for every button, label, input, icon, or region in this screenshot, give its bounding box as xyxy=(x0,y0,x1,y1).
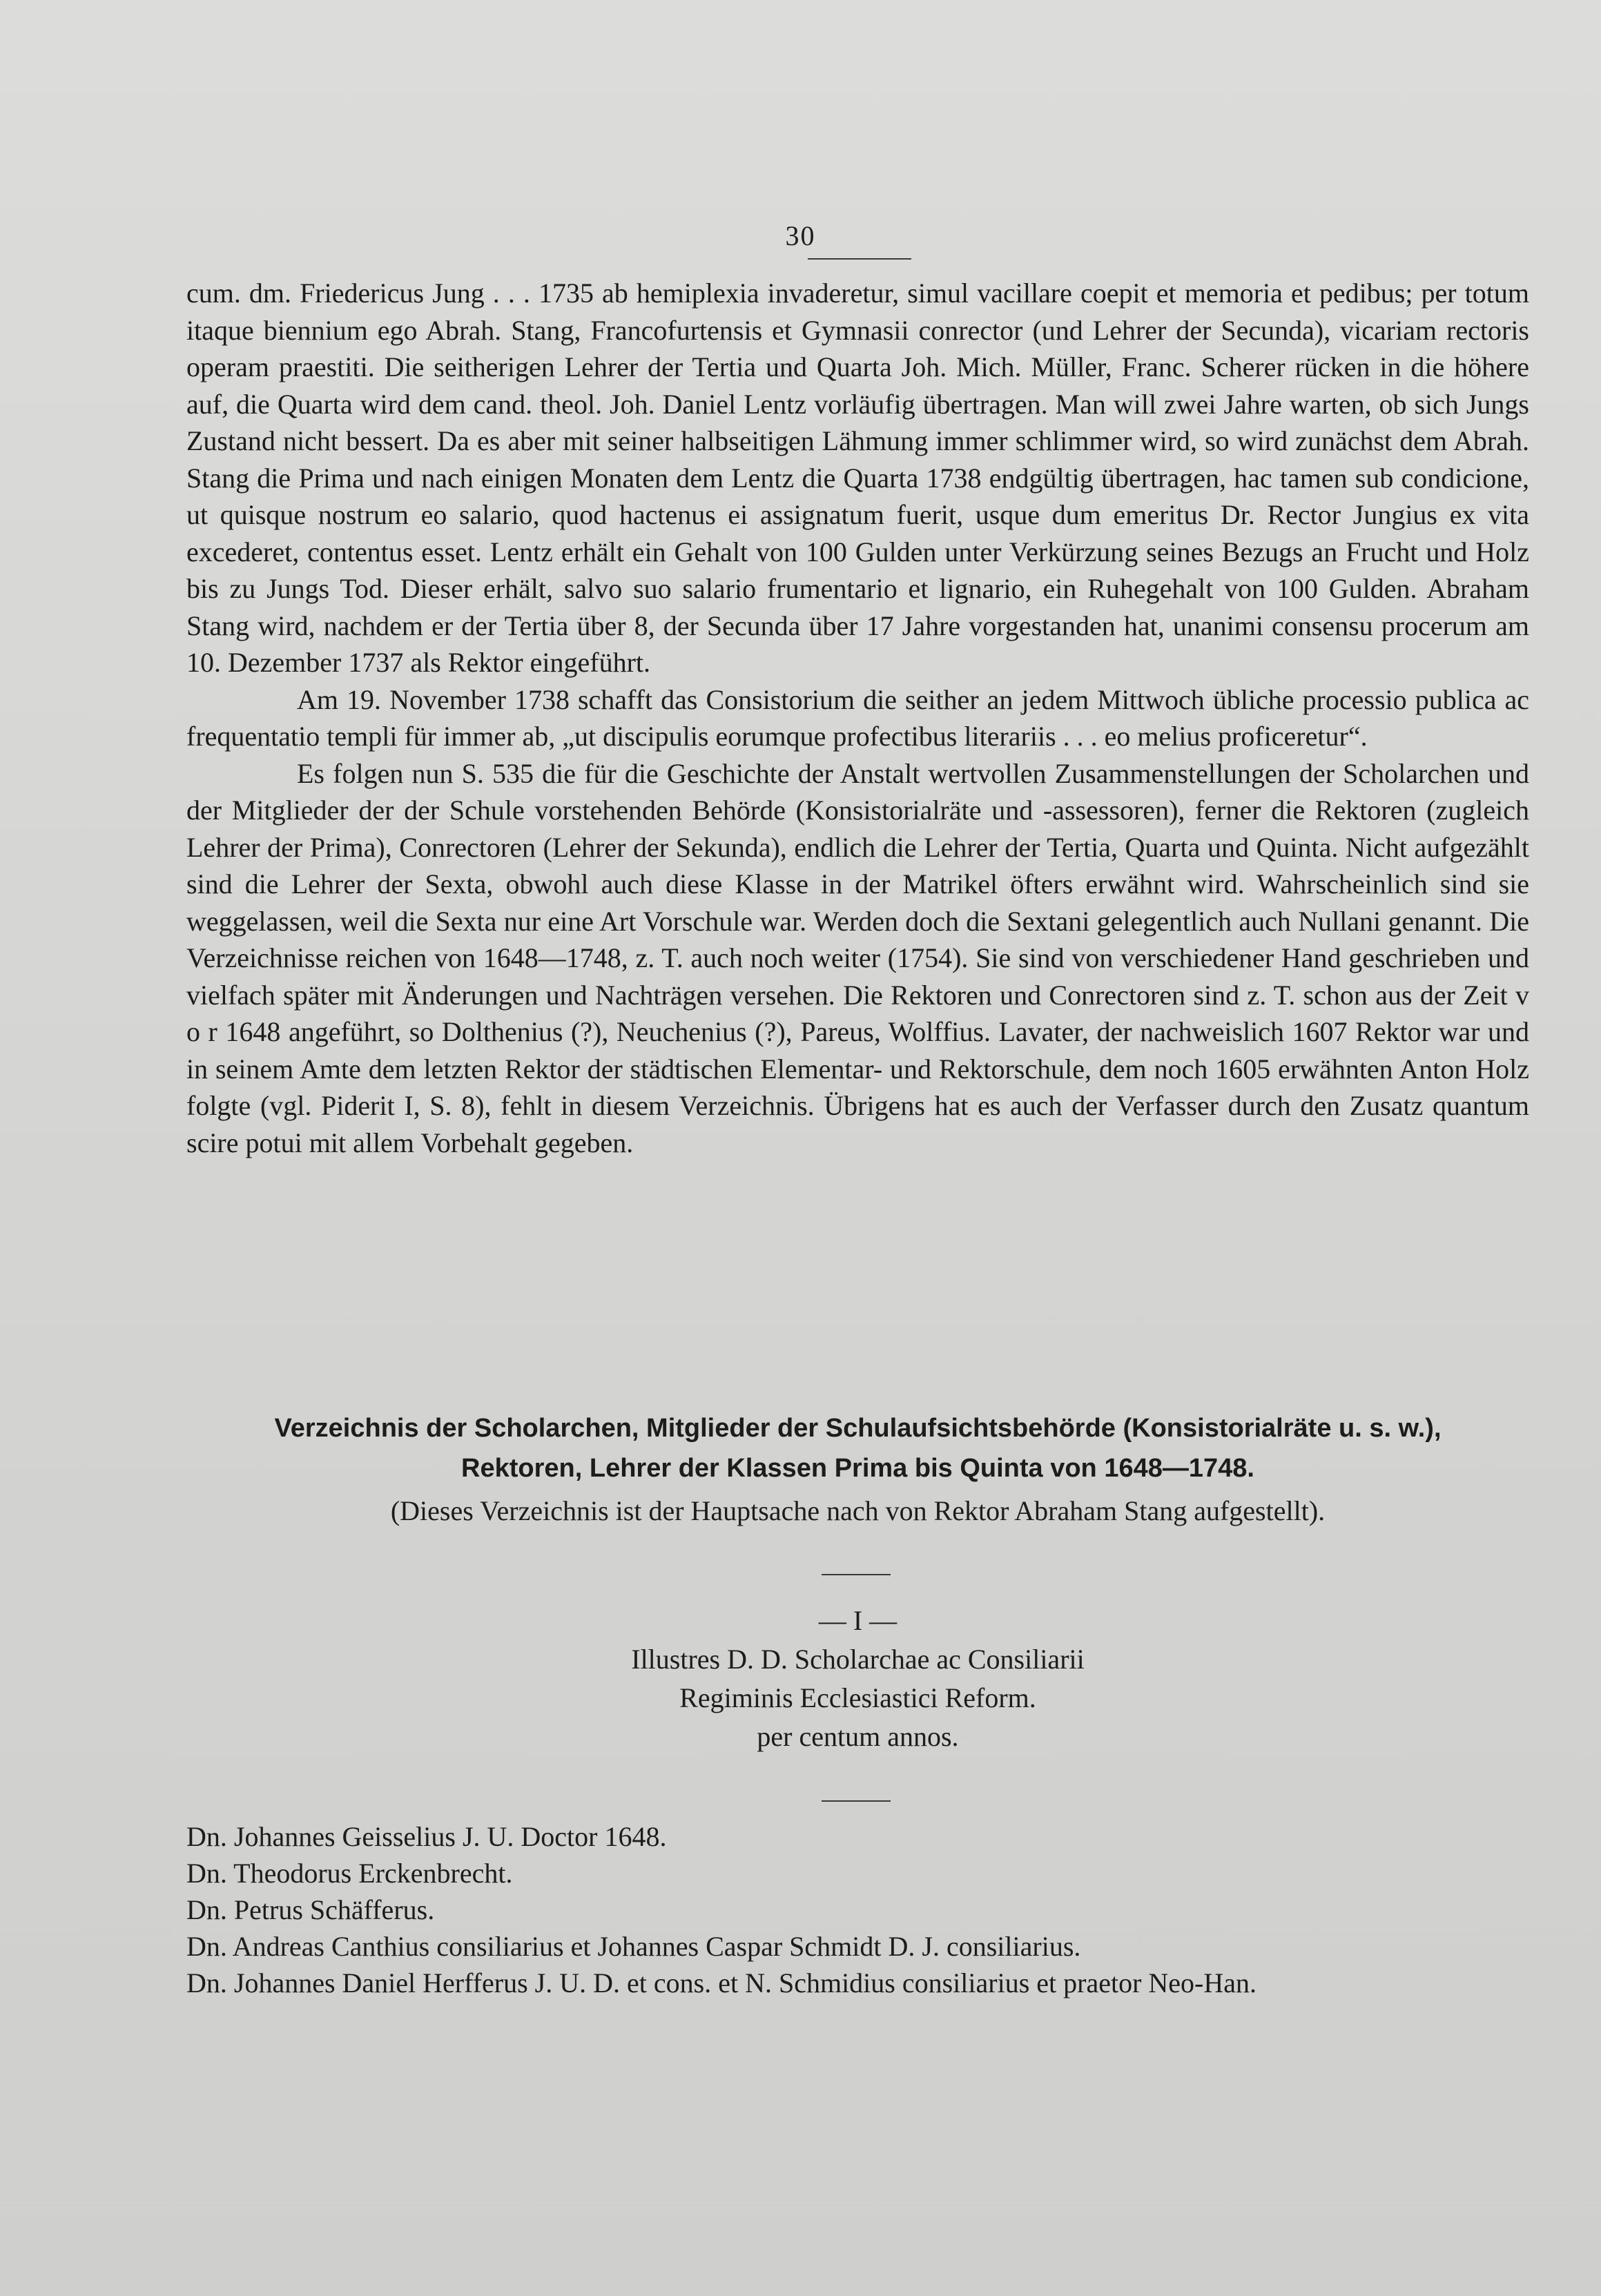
paragraph-2: Am 19. November 1738 schafft das Consistorium die seither an jedem Mittwoch übliche processio publica ac frequentatio templi für immer ab, „ut discipulis eorumque profectibus literariis . . . eo melius proficeretur“. xyxy=(186,683,1529,752)
separator-rule-top xyxy=(822,1574,891,1575)
section-title-block xyxy=(186,1602,1529,1756)
list-item: Dn. Andreas Canthius consiliarius et Johannes Caspar Schmidt D. J. consiliarius. xyxy=(186,1931,1081,1962)
list-item: Dn. Theodorus Erckenbrecht. xyxy=(186,1858,513,1889)
section-title-line-3: per centum annos. xyxy=(757,1721,959,1752)
list-item: Dn. Johannes Geisselius J. U. Doctor 1648. xyxy=(186,1821,667,1852)
separator-rule-bottom xyxy=(822,1800,891,1802)
names-list xyxy=(186,1818,1529,2001)
list-item: Dn. Petrus Schäfferus. xyxy=(186,1894,435,1925)
list-subnote: (Dieses Verzeichnis ist der Hauptsache nach von Rektor Abraham Stang aufgestellt). xyxy=(390,1495,1326,1526)
paragraph-3: Es folgen nun S. 535 die für die Geschichte der Anstalt wertvollen Zusammenstellungen der Scholarchen und der Mitglieder der der Schule vorstehenden Behörde (Konsistorialräte und -assessoren), ferner die Rektoren (zugleich Lehrer der Prima), Conrectoren (Lehrer der Sekunda), endlich die Lehrer der Tertia, Quarta und Quinta. Nicht aufgezählt sind die Lehrer der Sexta, obwohl auch diese Klasse in der Matrikel öfters erwähnt wird. Wahrscheinlich sind sie weggelassen, weil die Sexta nur eine Art Vorschule war. Werden doch die Sextani gelegentlich auch Nullani genannt. Die Verzeichnisse reichen von 1648—1748, z. T. auch noch weiter (1754). Sie sind von verschiedener Hand geschrieben und vielfach später mit Änderungen und Nachträgen versehen. Die Rektoren und Conrectoren sind z. T. schon aus der Zeit v o r 1648 angeführt, so Dolthenius (?), Neuchenius (?), Pareus, Wolffius. Lavater, der nachweislich 1607 Rektor war und in seinem Amte dem letzten Rektor der städtischen Elementar- und Rektorschule, dem noch 1605 erwähnten Anton Holz folgte (vgl. Piderit I, S. 8), fehlt in diesem Verzeichnis. Übrigens hat es auch der Verfasser durch den Zusatz quantum scire potui mit allem Vorbehalt gegeben. xyxy=(186,757,1529,1158)
list-item: Dn. Johannes Daniel Herfferus J. U. D. et cons. et N. Schmidius consiliarius et praetor Neo-Han. xyxy=(186,1967,1256,1998)
body-text xyxy=(186,275,1529,1161)
list-heading-line-1: Verzeichnis der Scholarchen, Mitglieder der Schulaufsichtsbehörde (Konsistorialräte u. s. w.), xyxy=(274,1414,1442,1443)
paragraph-1: cum. dm. Friedericus Jung . . . 1735 ab hemiplexia invaderetur, simul vacillare coepit et memoria et pedibus; per totum itaque biennium ego Abrah. Stang, Francofurtensis et Gymnasii conrector (und Lehrer der Secunda), vicariam rectoris operam praestiti. Die seitherigen Lehrer der Tertia und Quarta Joh. Mich. Müller, Franc. Scherer rücken in die höhere auf, die Quarta wird dem cand. theol. Joh. Daniel Lentz vorläufig übertragen. Man will zwei Jahre warten, ob sich Jungs Zustand nicht bessert. Da es aber mit seiner halbseitigen Lähmung immer schlimmer wird, so wird zunächst dem Abrah. Stang die Prima und nach einigen Monaten dem Lentz die Quarta 1738 endgültig übertragen, hac tamen sub condicione, ut quisque nostrum eo salario, quod hactenus ei assignatum fuerit, usque dum emeritus Dr. Rector Jungius ex vita excederet, contentus esset. Lentz erhält ein Gehalt von 100 Gulden unter Verkürzung seines Bezugs an Frucht und Holz bis zu Jungs Tod. Dieser erhält, salvo suo salario frumentario et lignario, ein Ruhegehalt von 100 Gulden. Abraham Stang wird, nachdem er der Tertia über 8, der Secunda über 17 Jahre vorgestanden hat, unanimi consensu procerum am 10. Dezember 1737 als Rektor eingeführt. xyxy=(186,278,1529,678)
list-heading-line-2: Rektoren, Lehrer der Klassen Prima bis Quinta von 1648—1748. xyxy=(461,1454,1254,1483)
section-numeral: — I — xyxy=(818,1605,897,1636)
section-title-line-2: Regiminis Ecclesiastici Reform. xyxy=(679,1682,1036,1713)
page-number-rule xyxy=(808,258,911,260)
page-number: 30 xyxy=(785,220,816,251)
section-title-line-1: Illustres D. D. Scholarchae ac Consiliarii xyxy=(631,1644,1085,1675)
list-heading xyxy=(186,1408,1529,1488)
